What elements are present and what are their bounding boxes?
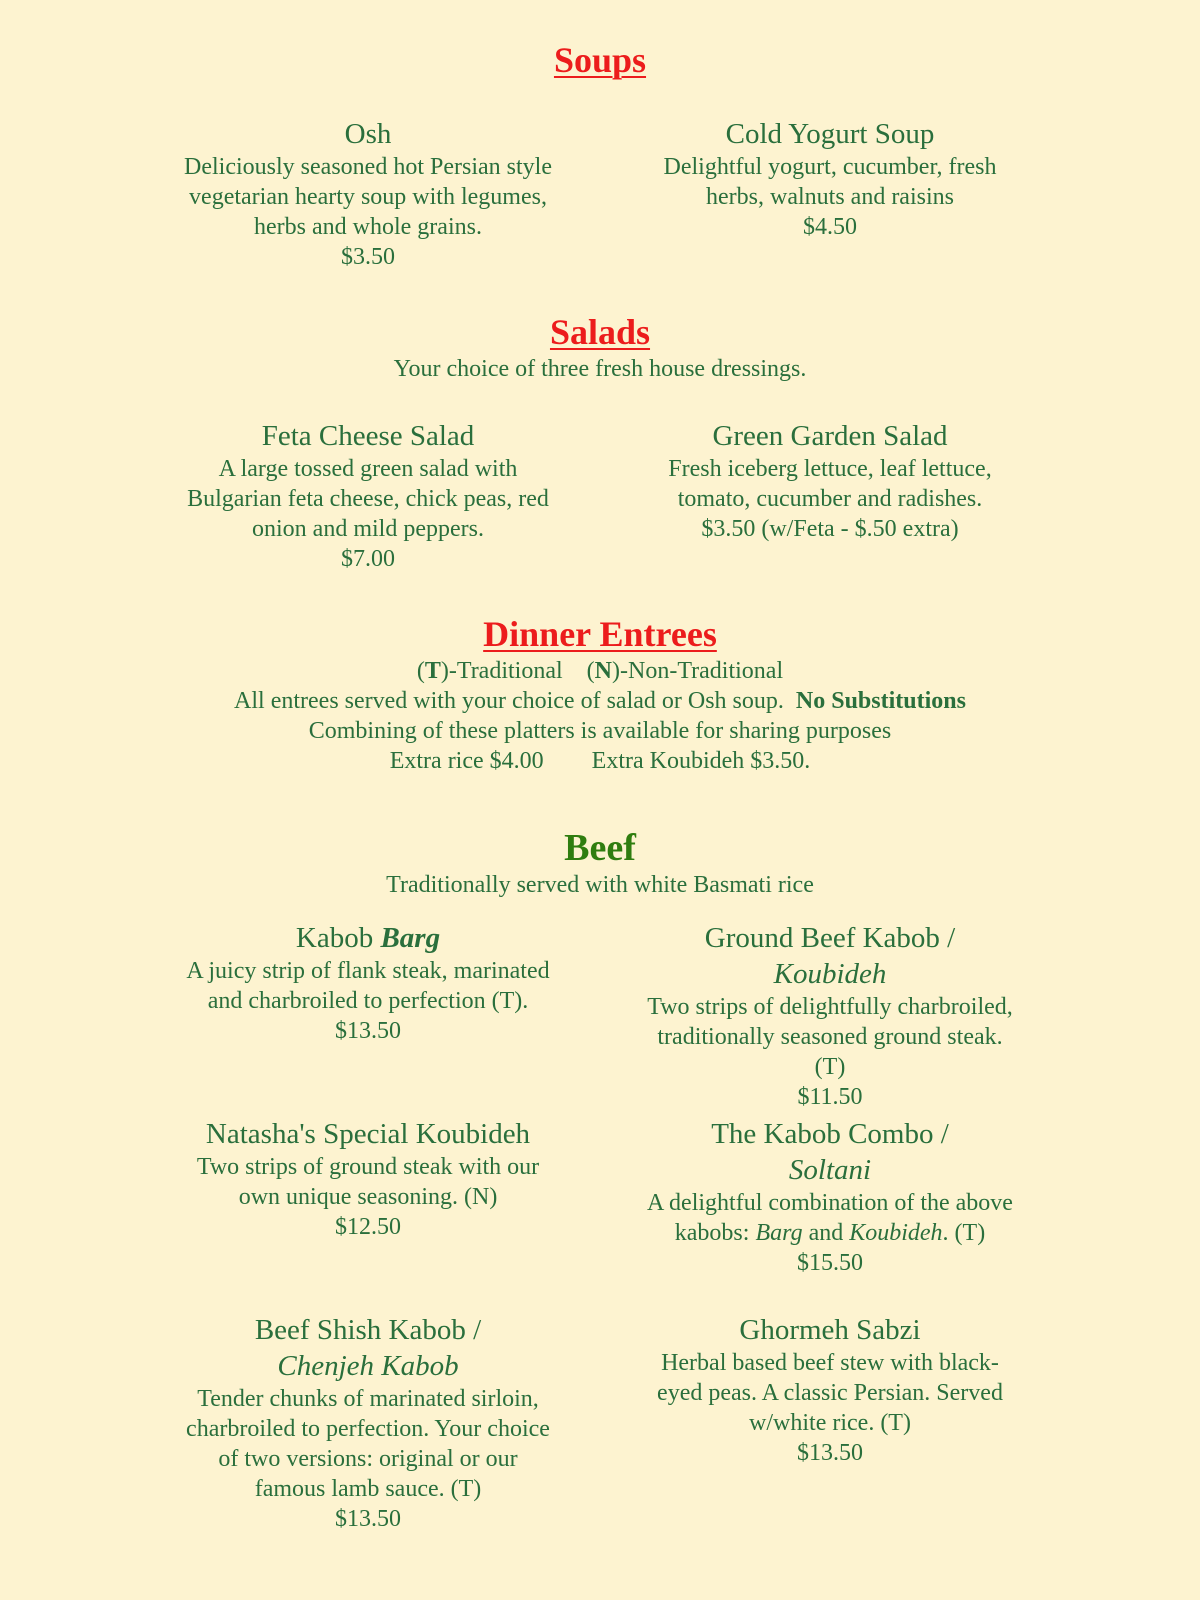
served-text: All entrees served with your choice of salad or Osh soup. (234, 688, 784, 714)
item-name: Green Garden Salad (712, 420, 948, 452)
item-desc: A delightful combination of the above kabobs: Barg and Koubideh. (T) (647, 1190, 1013, 1246)
entrees-title: Dinner Entrees (483, 614, 717, 654)
menu-item (646, 116, 1014, 272)
menu-item (184, 418, 552, 574)
menu-item (646, 1116, 1014, 1278)
item-desc: Tender chunks of marinated sirloin, charbroiled to perfection. Your choice of two versions: original or our famous lamb sauce. (T) (186, 1386, 550, 1502)
beef-note: Traditionally served with white Basmati rice (386, 872, 814, 898)
no-substitutions: No Substitutions (795, 688, 966, 714)
legend-n-label: )-Non-Traditional (612, 658, 784, 684)
menu-item (184, 920, 552, 1112)
menu-item (184, 1312, 552, 1534)
beef-title: Beef (564, 827, 636, 869)
item-name: Feta Cheese Salad (261, 420, 475, 452)
soups-title: Soups (553, 40, 647, 80)
item-name: Kabob Barg (295, 922, 441, 954)
entrees-extras (0, 746, 1200, 776)
item-desc: Two strips of delightfully charbroiled, traditionally seasoned ground steak. (T) (647, 994, 1013, 1080)
legend-t-label: )-Traditional (440, 658, 563, 684)
extra-rice: Extra rice $4.00 (389, 748, 544, 774)
menu-item (184, 116, 552, 272)
item-desc: Herbal based beef stew with black-eyed peas. A classic Persian. Served w/white rice. (T) (657, 1350, 1003, 1436)
beef-row-2 (0, 1116, 1200, 1278)
menu-item (184, 1116, 552, 1278)
item-price: $15.50 (797, 1250, 863, 1276)
entrees-legend (0, 656, 1200, 686)
item-price: $11.50 (797, 1084, 863, 1110)
item-desc: Deliciously seasoned hot Persian style vegetarian hearty soup with legumes, herbs and whole grains. (184, 154, 552, 240)
item-desc: A juicy strip of flank steak, marinated and charbroiled to perfection (T). (186, 958, 550, 1014)
item-price: $13.50 (335, 1506, 401, 1532)
item-desc: A large tossed green salad with Bulgarian feta cheese, chick peas, red onion and mild peppers. (187, 456, 549, 542)
beef-section (0, 826, 1200, 900)
item-desc: Two strips of ground steak with our own unique seasoning. (N) (196, 1154, 540, 1210)
item-name: The Kabob Combo / Soltani (711, 1118, 949, 1186)
item-price: $4.50 (803, 214, 857, 240)
salads-note: Your choice of three fresh house dressings. (393, 356, 807, 382)
salads-title: Salads (549, 312, 651, 352)
item-price: $13.50 (797, 1440, 863, 1466)
item-price: $7.00 (341, 546, 395, 572)
legend-t-letter: T (424, 658, 441, 684)
soups-items (0, 116, 1200, 272)
item-desc: Fresh iceberg lettuce, leaf lettuce, tomato, cucumber and radishes. (668, 456, 992, 512)
item-price: $13.50 (335, 1018, 401, 1044)
menu-item (646, 1312, 1014, 1534)
item-name: Cold Yogurt Soup (725, 118, 935, 150)
item-name: Ground Beef Kabob / Koubideh (704, 922, 956, 990)
entrees-served (0, 686, 1200, 716)
item-desc: Delightful yogurt, cucumber, fresh herbs, walnuts and raisins (663, 154, 997, 210)
soups-section (0, 38, 1200, 82)
item-name: Natasha's Special Koubideh (205, 1118, 531, 1150)
salads-section (0, 310, 1200, 384)
legend-n-letter: N (594, 658, 613, 684)
legend-paren: ( (416, 658, 425, 684)
beef-row-1 (0, 920, 1200, 1112)
entrees-section (0, 612, 1200, 776)
entrees-combining: Combining of these platters is available for sharing purposes (308, 718, 892, 744)
item-price: $12.50 (335, 1214, 401, 1240)
item-price: $3.50 (w/Feta - $.50 extra) (701, 516, 959, 542)
beef-row-3 (0, 1312, 1200, 1534)
item-name: Beef Shish Kabob / Chenjeh Kabob (254, 1314, 482, 1382)
legend-paren: ( (586, 658, 595, 684)
item-name: Osh (344, 118, 392, 150)
menu-item (646, 920, 1014, 1112)
menu-item (646, 418, 1014, 574)
item-name: Ghormeh Sabzi (739, 1314, 921, 1346)
salads-items (0, 418, 1200, 574)
item-price: $3.50 (341, 244, 395, 270)
extra-koubideh: Extra Koubideh $3.50. (591, 748, 811, 774)
